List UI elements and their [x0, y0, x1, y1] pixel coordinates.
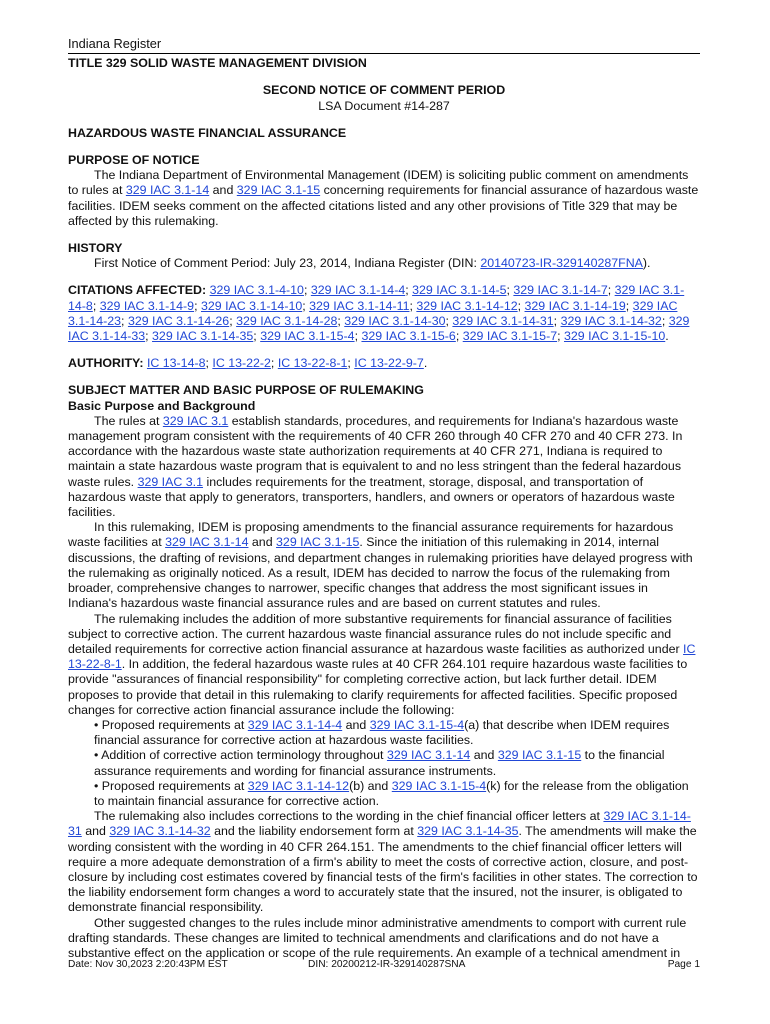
- citation-link[interactable]: 329 IAC 3.1-14-28: [236, 313, 338, 328]
- citation-link[interactable]: 329 IAC 3.1-14-7: [513, 283, 608, 298]
- citation-link[interactable]: 329 IAC 3.1-15-10: [563, 329, 666, 344]
- authority: AUTHORITY: IC 13-14-8; IC 13-22-2; IC 13-22-8-1; IC 13-22-9-7.: [68, 356, 428, 371]
- citation-link[interactable]: 329 IAC 3.1-15: [236, 183, 321, 198]
- subject-heading: SUBJECT MATTER AND BASIC PURPOSE OF RULEMAKING: [68, 383, 424, 398]
- citation-link[interactable]: 329 IAC 3.1-14-35: [152, 329, 254, 344]
- citation-link[interactable]: 329 IAC 3.1-15-4: [260, 329, 355, 344]
- citation-link[interactable]: 329 IAC 3.1-14-19: [524, 298, 626, 313]
- citation-link[interactable]: 329 IAC 3.1-14-35: [417, 824, 519, 839]
- citation-link[interactable]: 329 IAC 3.1-15-7: [462, 329, 558, 344]
- authority-list: IC 13-14-8; IC 13-22-2; IC 13-22-8-1; IC 13-22-9-7.: [146, 356, 428, 371]
- header-rule: [68, 53, 700, 54]
- citation-link[interactable]: 329 IAC 3.1-14-26: [127, 313, 230, 328]
- citation-link[interactable]: 329 IAC 3.1-14-10: [200, 298, 303, 313]
- history-heading: HISTORY: [68, 241, 123, 256]
- body-paragraph: Other suggested changes to the rules include minor administrative amendments to comport with current rule drafting standards. These changes are limited to technical amendments and clarifications and do not have a substantive effect on the application or scope of the rule requirements. An example of a technical amendment in: [68, 915, 687, 960]
- footer-date: Date: Nov 30,2023 2:20:43PM EST: [68, 959, 228, 970]
- citation-link[interactable]: 329 IAC 3.1-14-9: [99, 298, 195, 313]
- citation-link[interactable]: 329 IAC 3.1: [137, 474, 204, 489]
- citation-link[interactable]: 329 IAC 3.1-14: [125, 183, 210, 198]
- citation-link[interactable]: 329 IAC 3.1-14-12: [416, 298, 518, 313]
- citation-link[interactable]: 329 IAC 3.1-14-31: [452, 313, 554, 328]
- citation-link[interactable]: 329 IAC 3.1-14-4: [310, 283, 406, 298]
- citation-link[interactable]: 329 IAC 3.1-15: [276, 535, 360, 550]
- footer-page-number: Page 1: [667, 959, 700, 970]
- bullet-item: • Proposed requirements at 329 IAC 3.1-14-4 and 329 IAC 3.1-15-4(a) that describe when IDEM requires financial assurance for corrective action at hazardous waste facilities.: [94, 717, 670, 748]
- citation-link[interactable]: 329 IAC 3.1-14-5: [412, 283, 507, 298]
- din-link[interactable]: 20140723-IR-329140287FNA: [480, 256, 643, 271]
- register-name: Indiana Register: [68, 36, 162, 51]
- citation-link[interactable]: 329 IAC 3.1-14: [386, 748, 471, 763]
- rule-subject: HAZARDOUS WASTE FINANCIAL ASSURANCE: [68, 125, 347, 140]
- citation-link[interactable]: 329 IAC 3.1-14-33: [68, 313, 690, 344]
- body-paragraph: The rulemaking includes the addition of more substantive requirements for financial assurance of facilities subject to corrective action. The current hazardous waste financial assurance rules do not include specific and detailed requirements for corrective action financial assurance at hazardous waste facilities as authorized under IC 13-22-8-1. In addition, the federal hazardous waste rules at 40 CFR 264.101 require hazardous waste facilities to provide "assurances of financial responsibility" for completing corrective action, but lack further detail. IDEM proposes to provide that detail in this rulemaking to clarify requirements for affected facilities. Specific proposed changes for corrective action financial assurance include the following:: [68, 611, 696, 717]
- body-paragraph: The rulemaking also includes corrections to the wording in the chief financial officer letters at 329 IAC 3.1-14-31 and 329 IAC 3.1-14-32 and the liability endorsement form at 329 IAC 3.1-14-35. The amendments will make the wording consistent with the wording in 40 CFR 264.151. The amendments to the chief financial officer letters will require a more adequate demonstration of a firm's ability to meet the costs of corrective action, closure, and post-closure by including cost estimates covered by financial tests of the firm's facilities in other states. The correction to the liability endorsement form changes a word to accurately state that the insured, not the insurer, is obligated to demonstrate financial responsibility.: [68, 809, 698, 915]
- body-paragraph: The rules at 329 IAC 3.1 establish standards, procedures, and requirements for Indiana's hazardous waste management program consistent with the requirements of 40 CFR 260 through 40 CFR 270 and 40 CFR 273. In accordance with the hazardous waste state authorization requirements at 40 CFR 271, Indiana is required to maintain a state hazardous waste program that is equivalent to and no less stringent than the federal hazardous waste rules. 329 IAC 3.1 includes requirements for the treatment, storage, disposal, and transportation of hazardous waste that apply to generators, transporters, handlers, and owners or operators of hazardous waste facilities.: [68, 413, 683, 520]
- citation-link[interactable]: 329 IAC 3.1-14-30: [344, 313, 446, 328]
- subject-subheading: Basic Purpose and Background: [68, 398, 256, 413]
- citation-link[interactable]: 329 IAC 3.1-15-4: [369, 717, 465, 732]
- citation-link[interactable]: 329 IAC 3.1-4-10: [209, 283, 304, 298]
- purpose-heading: PURPOSE OF NOTICE: [68, 153, 200, 168]
- citation-link[interactable]: 329 IAC 3.1-14-23: [68, 298, 678, 328]
- citation-link[interactable]: IC 13-22-8-1: [68, 641, 696, 672]
- citation-link[interactable]: IC 13-22-8-1: [277, 356, 348, 371]
- division-title: TITLE 329 SOLID WASTE MANAGEMENT DIVISION: [68, 56, 367, 71]
- citation-link[interactable]: 329 IAC 3.1-15: [497, 748, 582, 763]
- citation-link[interactable]: 329 IAC 3.1-14-32: [560, 313, 662, 328]
- citation-link[interactable]: 329 IAC 3.1-14-8: [68, 283, 685, 313]
- document-page: [68, 36, 700, 961]
- lsa-document: LSA Document #14-287: [318, 98, 450, 113]
- citation-link[interactable]: 329 IAC 3.1-14-12: [247, 778, 350, 793]
- notice-title: SECOND NOTICE OF COMMENT PERIOD: [262, 83, 506, 98]
- citation-link[interactable]: 329 IAC 3.1-14-32: [109, 824, 211, 839]
- citation-link[interactable]: IC 13-22-9-7: [354, 356, 424, 371]
- body-paragraph: In this rulemaking, IDEM is proposing amendments to the financial assurance requirements for hazardous waste facilities at 329 IAC 3.1-14 and 329 IAC 3.1-15. Since the initiation of this rulemaking in 2014, internal discussions, the drafting of revisions, and department changes in rulemaking priorities have delayed progress with the rulemaking as originally noticed. As a result, IDEM has decided to narrow the focus of the rulemaking from broader, comprehensive changes to narrower, specific changes that address the most significant issues in Indiana's hazardous waste financial assurance rules and are based on current statutes and rules.: [68, 520, 693, 611]
- citation-link[interactable]: 329 IAC 3.1: [162, 413, 229, 428]
- citation-link[interactable]: IC 13-22-2: [212, 356, 271, 371]
- bullet-item: • Proposed requirements at 329 IAC 3.1-14-12(b) and 329 IAC 3.1-15-4(k) for the release from the obligation to maintain financial assurance for corrective action.: [94, 778, 689, 808]
- citations-affected: CITATIONS AFFECTED: 329 IAC 3.1-4-10; 329 IAC 3.1-14-4; 329 IAC 3.1-14-5; 329 IAC 3.1-14-7; 329 IAC 3.1-14-8; 329 IAC 3.1-14-9; 329 IAC 3.1-14-10; 329 IAC 3.1-14-11; 329 IAC 3.1-14-12; 329 IAC 3.1-14-19; 329 IAC 3.1-14-23; 329 IAC 3.1-14-26; 329 IAC 3.1-14-28; 329 IAC 3.1-14-30; 329 IAC 3.1-14-31; 329 IAC 3.1-14-32; 329 IAC 3.1-14-33; 329 IAC 3.1-14-35; 329 IAC 3.1-15-4; 329 IAC 3.1-15-6; 329 IAC 3.1-15-7; 329 IAC 3.1-15-10.: [68, 283, 690, 344]
- citation-link[interactable]: 329 IAC 3.1-15-6: [361, 329, 456, 344]
- citation-link[interactable]: IC 13-14-8: [146, 356, 206, 371]
- footer-din: DIN: 20200212-IR-329140287SNA: [308, 959, 466, 970]
- purpose-paragraph: The Indiana Department of Environmental Management (IDEM) is soliciting public comment on amendments to rules at 329 IAC 3.1-14 and 329 IAC 3.1-15 concerning requirements for financial assurance of hazardous waste facilities. IDEM seeks comment on the affected citations listed and any other provisions of Title 329 that may be affected by this rulemaking.: [68, 168, 699, 228]
- citations-list: 329 IAC 3.1-4-10; 329 IAC 3.1-14-4; 329 IAC 3.1-14-5; 329 IAC 3.1-14-7; 329 IAC 3.1-14-8; 329 IAC 3.1-14-9; 329 IAC 3.1-14-10; 329 IAC 3.1-14-11; 329 IAC 3.1-14-12; 329 IAC 3.1-14-19; 329 IAC 3.1-14-23; 329 IAC 3.1-14-26; 329 IAC 3.1-14-28; 329 IAC 3.1-14-30; 329 IAC 3.1-14-31; 329 IAC 3.1-14-32; 329 IAC 3.1-14-33; 329 IAC 3.1-14-35; 329 IAC 3.1-15-4; 329 IAC 3.1-15-6; 329 IAC 3.1-15-7; 329 IAC 3.1-15-10.: [68, 283, 690, 344]
- history-paragraph: First Notice of Comment Period: July 23, 2014, Indiana Register (DIN: 20140723-IR-329140287FNA).: [94, 256, 651, 271]
- citation-link[interactable]: 329 IAC 3.1-14-4: [247, 717, 343, 732]
- citation-link[interactable]: 329 IAC 3.1-15-4: [391, 778, 487, 793]
- bullet-item: • Addition of corrective action terminology throughout 329 IAC 3.1-14 and 329 IAC 3.1-15 to the financial assurance requirements and wording for financial assurance instruments.: [94, 748, 665, 778]
- citation-link[interactable]: 329 IAC 3.1-14-31: [68, 809, 691, 839]
- citation-link[interactable]: 329 IAC 3.1-14: [165, 535, 249, 550]
- citation-link[interactable]: 329 IAC 3.1-14-11: [309, 298, 410, 313]
